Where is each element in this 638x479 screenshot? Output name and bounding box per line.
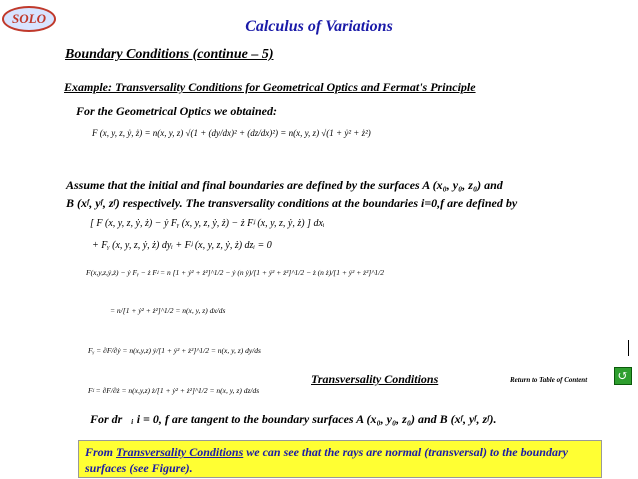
conclusion-box	[78, 440, 602, 478]
equation-6: Fᶨ = ∂F/∂ż = n(x,y,z) ż/[1 + ẏ² + ż²]^1/2 = n(x, y, z) dz/ds	[88, 386, 260, 395]
equation-2b: + Fᵧ (x, y, z, ẏ, ż) dyᵢ + Fᶨ (x, y, z, ẏ, ż) dzᵢ = 0	[92, 240, 272, 251]
transversality-conditions-label: Transversality Conditions	[311, 372, 439, 386]
assume-text-line2: B (xᶠ, yᶠ, zᶠ) respectively. The transversality conditions at the boundaries i=0,f are defined by	[66, 196, 518, 210]
equation-3: F(x,y,z,ẏ,ż) − ẏ Fᵧ − ż Fᶨ = n [1 + ẏ² + ż²]^1/2 − ẏ (n ẏ)/[1 + ẏ² + ż²]^1/2 − ż (n ż)/[1 + ẏ² + ż²]^1/2	[86, 268, 385, 277]
equation-1: F (x, y, z, ẏ, ż) = n(x, y, z) √(1 + (dy/dx)² + (dz/dx)²) = n(x, y, z) √(1 + ẏ² + ż²)	[92, 128, 371, 138]
equation-5: Fᵧ = ∂F/∂ẏ = n(x,y,z) ẏ/[1 + ẏ² + ż²]^1/2 = n(x, y, z) dy/ds	[88, 346, 261, 355]
for-text: For dr⃗ᵢ i = 0, f are tangent to the boundary surfaces A (x₀, y₀, z₀) and B (xᶠ, yᶠ, zᶠ).	[90, 412, 497, 426]
transversality-link[interactable]: Transversality Conditions	[116, 445, 244, 459]
solo-logo: SOLO	[2, 6, 56, 32]
intro-text: For the Geometrical Optics we obtained:	[76, 104, 277, 118]
equation-2a: [ F (x, y, z, ẏ, ż) − ẏ Fᵧ (x, y, z, ẏ, ż) − ż Fᶨ (x, y, z, ẏ, ż) ] dxᵢ	[90, 218, 325, 229]
divider-line	[628, 340, 629, 356]
assume-text-line1: Assume that the initial and final boundaries are defined by the surfaces A (x₀, y₀, z₀) and	[66, 178, 503, 192]
page-title: Calculus of Variations	[245, 18, 393, 35]
conclusion-post: we can see that the rays are normal (transversal) to the boundary surfaces (see Figure).	[85, 445, 568, 475]
section-subtitle: Boundary Conditions (continue – 5)	[65, 47, 274, 62]
return-arrow-icon[interactable]: ↺	[614, 367, 632, 385]
return-to-toc-link[interactable]: Return to Table of Content	[510, 376, 588, 384]
example-heading: Example: Transversality Conditions for Geometrical Optics and Fermat's Principle	[64, 80, 476, 94]
conclusion-pre: From	[85, 445, 117, 459]
equation-4: = n/[1 + ẏ² + ż²]^1/2 = n(x, y, z) dx/ds	[110, 306, 226, 315]
